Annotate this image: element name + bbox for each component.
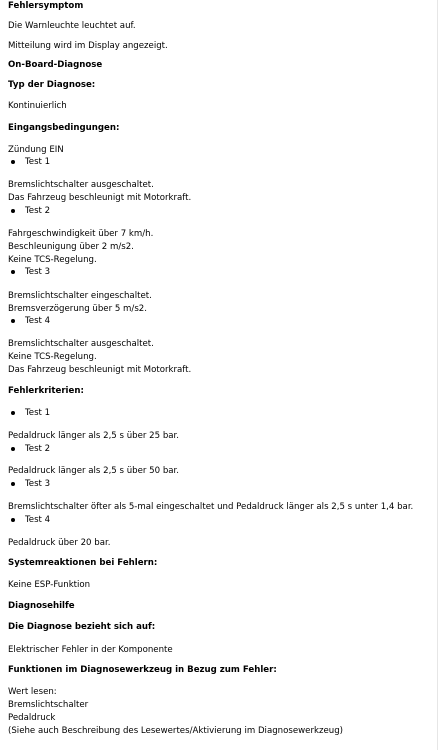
bullet-icon — [11, 518, 15, 522]
heading-eingangsbedingungen: Eingangsbedingungen: — [8, 123, 120, 133]
reactions-value: Keine ESP-Funktion — [8, 580, 91, 590]
criteria-test-label: Test 1 — [25, 408, 51, 418]
bullet-icon — [11, 160, 15, 164]
input-test-label: Test 1 — [25, 157, 51, 167]
page-edge-divider — [437, 0, 438, 750]
criteria-test-text: Pedaldruck länger als 2,5 s über 25 bar. — [8, 431, 180, 441]
input-test-line: Bremslichtschalter ausgeschaltet. — [8, 339, 154, 349]
input-test-line: Bremslichtschalter eingeschaltet. — [8, 291, 152, 301]
bullet-icon — [11, 209, 15, 213]
functions-line: (Siehe auch Beschreibung des Lesewertes/Aktivierung im Diagnosewerkzeug) — [8, 726, 344, 736]
input-test-line: Das Fahrzeug beschleunigt mit Motorkraft. — [8, 193, 192, 203]
heading-funktionen-diagnosewerkzeug: Funktionen im Diagnosewerkzeug in Bezug zum Fehler: — [8, 665, 277, 675]
symptom-line: Die Warnleuchte leuchtet auf. — [8, 21, 136, 31]
input-test-line: Keine TCS-Regelung. — [8, 255, 97, 265]
functions-line: Pedaldruck — [8, 713, 56, 723]
functions-line: Bremslichtschalter — [8, 700, 89, 710]
heading-fehlersymptom: Fehlersymptom — [8, 1, 84, 11]
heading-typ-der-diagnose: Typ der Diagnose: — [8, 80, 96, 90]
heading-diagnosehilfe: Diagnosehilfe — [8, 601, 75, 611]
input-test-line: Fahrgeschwindigkeit über 7 km/h. — [8, 229, 154, 239]
heading-systemreaktionen: Systemreaktionen bei Fehlern: — [8, 558, 158, 568]
bullet-icon — [11, 270, 15, 274]
bullet-icon — [11, 319, 15, 323]
input-test-line: Beschleunigung über 2 m/s2. — [8, 242, 134, 252]
input-test-line: Bremsverzögerung über 5 m/s2. — [8, 304, 148, 314]
criteria-test-text: Bremslichtschalter öfter als 5-mal eingeschaltet und Pedaldruck länger als 2,5 s unter 1,4 bar. — [8, 502, 414, 512]
diagnose-type-value: Kontinuierlich — [8, 101, 67, 111]
input-intro: Zündung EIN — [8, 145, 64, 155]
functions-line: Wert lesen: — [8, 687, 57, 697]
bullet-icon — [11, 447, 15, 451]
symptom-line: Mitteilung wird im Display angezeigt. — [8, 41, 168, 51]
criteria-test-label: Test 4 — [25, 515, 51, 525]
heading-diagnose-bezieht-sich: Die Diagnose bezieht sich auf: — [8, 622, 156, 632]
criteria-test-label: Test 2 — [25, 444, 51, 454]
bullet-icon — [11, 411, 15, 415]
criteria-test-text: Pedaldruck über 20 bar. — [8, 538, 111, 548]
input-test-line: Keine TCS-Regelung. — [8, 352, 97, 362]
input-test-line: Bremslichtschalter ausgeschaltet. — [8, 180, 154, 190]
input-test-label: Test 3 — [25, 267, 51, 277]
criteria-test-label: Test 3 — [25, 479, 51, 489]
relates-value: Elektrischer Fehler in der Komponente — [8, 645, 173, 655]
heading-on-board-diagnose: On-Board-Diagnose — [8, 60, 103, 70]
bullet-icon — [11, 482, 15, 486]
input-test-line: Das Fahrzeug beschleunigt mit Motorkraft. — [8, 365, 192, 375]
input-test-label: Test 4 — [25, 316, 51, 326]
input-test-label: Test 2 — [25, 206, 51, 216]
heading-fehlerkriterien: Fehlerkriterien: — [8, 386, 84, 396]
criteria-test-text: Pedaldruck länger als 2,5 s über 50 bar. — [8, 466, 180, 476]
